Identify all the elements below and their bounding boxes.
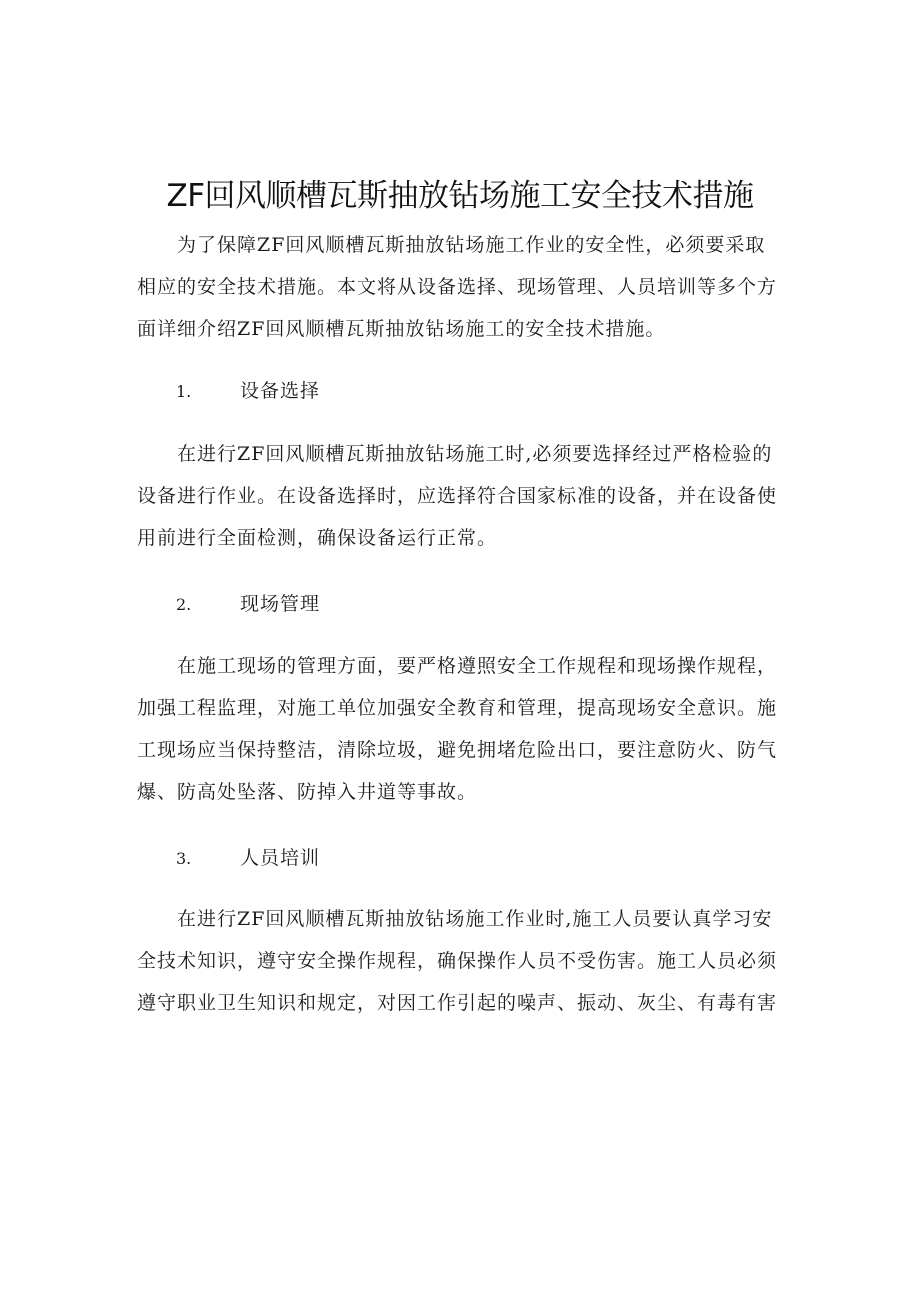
section-heading-equipment: [176, 376, 320, 403]
section-body-personnel-training: 在进行ZF回风顺槽瓦斯抽放钻场施工作业时,施工人员要认真学习安全技术知识，遵守安全操作规程，确保操作人员不受伤害。施工人员必须遵守职业卫生知识和规定，对因工作引起的噪声、振动、灰尘、有毒有害: [137, 908, 778, 1014]
document-title: ZF回风顺槽瓦斯抽放钻场施工安全技术措施: [166, 178, 754, 214]
section-number: 3.: [176, 849, 192, 868]
section-title: 现场管理: [240, 593, 321, 615]
section-title: 设备选择: [240, 380, 321, 402]
section-number: 2.: [176, 595, 192, 614]
section-number: 1.: [176, 382, 192, 401]
section-heading-personnel-training: [176, 843, 320, 870]
section-title: 人员培训: [240, 847, 321, 869]
section-body-site-management: 在施工现场的管理方面，要严格遵照安全工作规程和现场操作规程，加强工程监理，对施工单位加强安全教育和管理，提高现场安全意识。施工现场应当保持整洁，清除垃圾，避免拥堵危险出口，要注意防火、防气爆、防高处坠落、防掉入井道等事故。: [137, 655, 778, 803]
section-heading-site-management: [176, 589, 320, 616]
intro-paragraph: 为了保障ZF回风顺槽瓦斯抽放钻场施工作业的安全性，必须要采取相应的安全技术措施。本文将从设备选择、现场管理、人员培训等多个方面详细介绍ZF回风顺槽瓦斯抽放钻场施工的安全技术措施。: [137, 234, 778, 340]
section-body-equipment: 在进行ZF回风顺槽瓦斯抽放钻场施工时,必须要选择经过严格检验的设备进行作业。在设备选择时，应选择符合国家标准的设备，并在设备使用前进行全面检测，确保设备运行正常。: [137, 443, 778, 549]
